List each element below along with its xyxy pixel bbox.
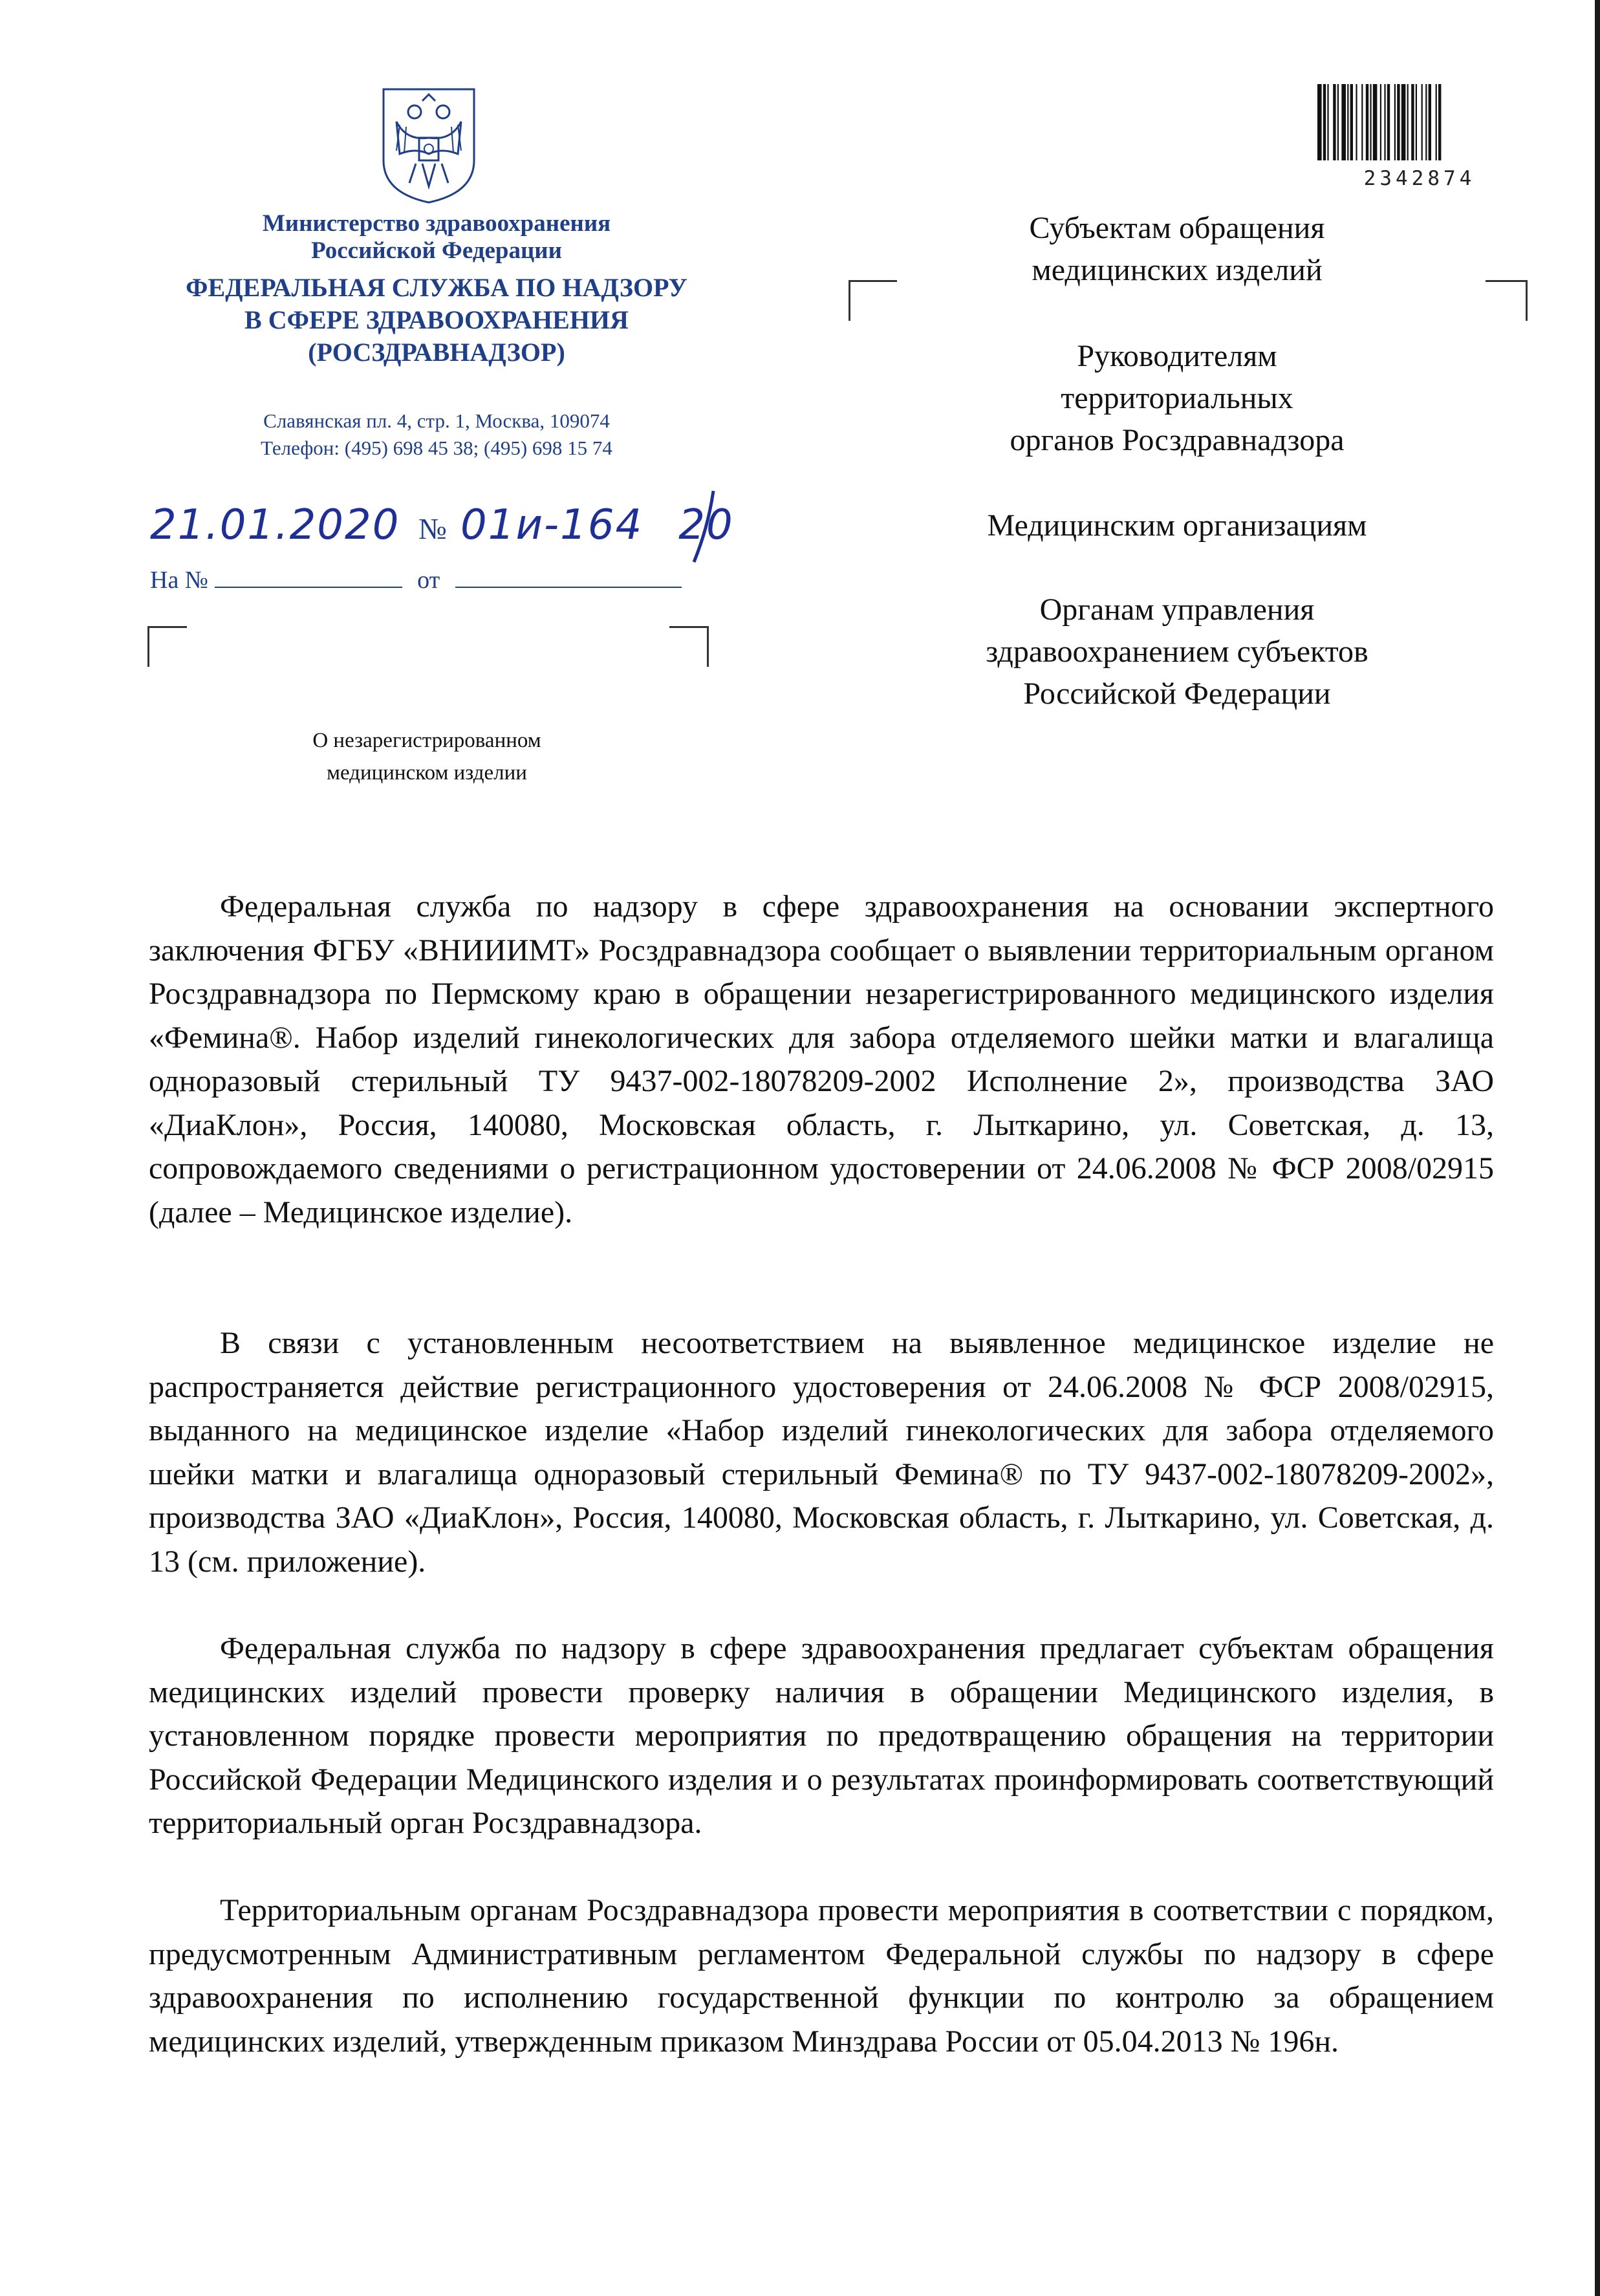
body-paragraph: В связи с установленным несоответствием на выявленное медицинское изделие не распространяется действие регистрационного удостоверения от 24.06.2008 № ФСР 2008/02915, выданного на медицинское изделие «Набор изделий гинекологических для забора отделяемого шейки матки и влагалища одноразовый стерильный Фемина® по ТУ 9437-002-18078209-2002», производства ЗАО «ДиаКлон», Россия, 140080, Московская область, г. Лыткарино, ул. Советская, д. 13 (см. приложение).	[149, 1326, 1494, 1579]
address-block	[129, 407, 744, 462]
ref-label: На №	[150, 567, 209, 594]
barcode-bar	[1347, 84, 1348, 160]
scan-edge	[1595, 0, 1600, 2296]
address: Славянская пл. 4, стр. 1, Москва, 109074	[263, 409, 610, 432]
recipient-line: Органам управления	[1039, 592, 1315, 627]
barcode-bar	[1327, 84, 1328, 160]
barcode-number: 2342874	[1363, 167, 1476, 190]
registration-date: 21.01.2020	[150, 501, 400, 549]
recipient-line: здравоохранением субъектов	[986, 634, 1368, 669]
service-line: В СФЕРЕ ЗДРАВООХРАНЕНИЯ	[244, 305, 629, 334]
letter-subject	[259, 724, 595, 789]
barcode-bar	[1387, 84, 1390, 160]
slash-mark	[690, 488, 716, 565]
registration-number-suffix: 20	[678, 501, 734, 549]
barcode-bar	[1317, 84, 1322, 160]
recipient-block	[899, 504, 1455, 547]
subject-line: О незарегистрированном	[312, 729, 541, 752]
recipient-line: Российской Федерации	[1023, 677, 1331, 711]
barcode-bar	[1429, 84, 1431, 160]
barcode-bar	[1337, 84, 1339, 160]
bracket-top-left	[147, 626, 187, 667]
barcode-bar	[1341, 84, 1346, 160]
ref-from-label: от	[417, 567, 440, 594]
recipient-line: медицинских изделий	[1032, 253, 1323, 287]
barcode-bar	[1411, 84, 1414, 160]
ref-date-field	[455, 567, 682, 588]
barcode-bar	[1370, 84, 1371, 160]
barcode-bar	[1350, 84, 1353, 160]
double-headed-eagle-coat-of-arms-icon	[371, 76, 487, 206]
barcode	[1316, 84, 1520, 175]
recipient-block	[899, 589, 1455, 715]
ministry-name	[129, 210, 744, 265]
barcode-bar	[1380, 84, 1381, 160]
recipient-bracket-right	[1486, 280, 1528, 321]
recipient-line: Руководителям	[1077, 339, 1277, 373]
body-paragraph: Территориальным органам Росздравнадзора провести мероприятия в соответствии с порядком, предусмотренным Административным регламентом Федеральной службы по надзору в сфере здравоохранения по исполнению государственной функции по контролю за обращением медицинских изделий, утвержденным приказом Минздрава России от 05.04.2013 № 196н.	[149, 1893, 1494, 2059]
barcode-bar	[1323, 84, 1326, 160]
ministry-line: Министерство здравоохранения	[262, 210, 611, 237]
recipient-line: органов Росздравнадзора	[1010, 423, 1345, 457]
barcode-bar	[1422, 84, 1423, 160]
barcode-bar	[1333, 84, 1335, 160]
barcode-bar	[1373, 84, 1378, 160]
service-line: ФЕДЕРАЛЬНАЯ СЛУЖБА ПО НАДЗОРУ	[186, 273, 687, 302]
barcode-bar	[1384, 84, 1385, 160]
barcode-bar	[1438, 84, 1441, 160]
recipient-line: Субъектам обращения	[1029, 211, 1325, 245]
service-line: (РОСЗДРАВНАДЗОР)	[308, 338, 565, 367]
barcode-bar	[1366, 84, 1368, 160]
registration-line	[150, 495, 829, 553]
recipient-bracket-left	[849, 280, 897, 321]
barcode-bar	[1416, 84, 1417, 160]
bracket-top-right	[669, 626, 709, 667]
recipient-line: территориальных	[1061, 381, 1293, 415]
barcode-bar	[1394, 84, 1396, 160]
barcode-bar	[1436, 84, 1437, 160]
phone: Телефон: (495) 698 45 38; (495) 698 15 74	[261, 437, 612, 459]
registration-number-main: 01и-164	[460, 501, 643, 549]
recipient-block	[899, 207, 1455, 291]
number-label: №	[418, 512, 447, 545]
service-name	[129, 272, 744, 369]
barcode-bar	[1397, 84, 1400, 160]
body-paragraph: Федеральная служба по надзору в сфере здравоохранения на основании экспертного заключения ФГБУ «ВНИИИМТ» Росздравнадзора сообщает о выявлении территориальным органом Росздравнадзора по Пермскому краю в обращении незарегистрированного медицинского изделия «Фемина®. Набор изделий гинекологических для забора отделяемого шейки матки и влагалища одноразовый стерильный ТУ 9437-002-18078209-2002 Исполнение 2», производства ЗАО «ДиаКлон», Россия, 140080, Московская область, г. Лыткарино, ул. Советская, д. 13, сопровождаемого сведениями о регистрационном удостоверении от 24.06.2008 № ФСР 2008/02915 (далее – Медицинское изделие).	[149, 889, 1494, 1229]
barcode-bar	[1401, 84, 1406, 160]
barcode-bar	[1361, 84, 1363, 160]
barcode-bar	[1425, 84, 1427, 160]
ministry-line: Российской Федерации	[311, 237, 562, 264]
body-paragraph: Федеральная служба по надзору в сфере здравоохранения предлагает субъектам обращения медицинских изделий провести проверку наличия в обращении Медицинского изделия, в установленном порядке провести мероприятия по предотвращению обращения на территории Российской Федерации Медицинского изделия и о результатах проинформировать соответствующий территориальный орган Росздравнадзора.	[149, 1631, 1494, 1840]
ref-number-field	[215, 567, 402, 588]
recipient-line: Медицинским организациям	[987, 508, 1367, 543]
reference-line	[150, 566, 682, 594]
recipient-block	[899, 335, 1455, 461]
barcode-bar	[1356, 84, 1357, 160]
subject-line: медицинском изделии	[327, 761, 527, 785]
barcode-bar	[1407, 84, 1409, 160]
